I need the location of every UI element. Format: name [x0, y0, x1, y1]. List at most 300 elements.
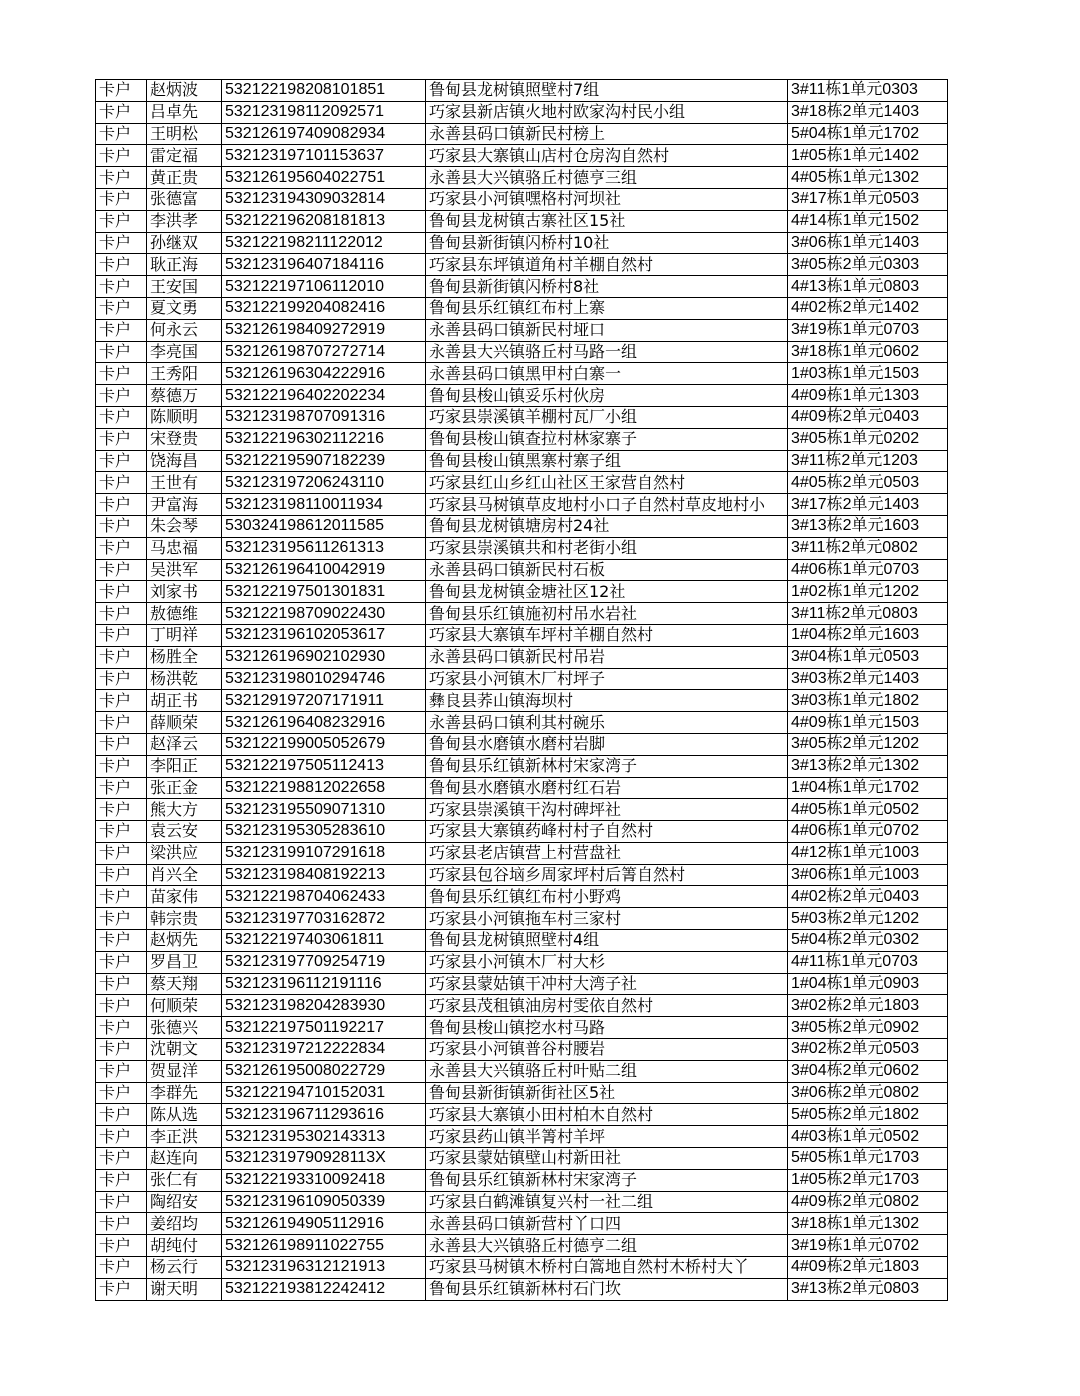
id-number-cell: 532122197106112010 [222, 276, 426, 298]
household-type-cell: 卡户 [96, 951, 147, 973]
household-type-cell: 卡户 [96, 472, 147, 494]
name-cell: 苗家伟 [147, 886, 222, 908]
name-cell: 薛顺荣 [147, 712, 222, 734]
household-type-cell: 卡户 [96, 995, 147, 1017]
household-type-cell: 卡户 [96, 842, 147, 864]
name-cell: 马忠福 [147, 537, 222, 559]
household-type-cell: 卡户 [96, 1039, 147, 1061]
household-type-cell: 卡户 [96, 973, 147, 995]
name-cell: 蔡德万 [147, 385, 222, 407]
id-number-cell: 532126196902102930 [222, 646, 426, 668]
id-number-cell: 532126196410042919 [222, 559, 426, 581]
table-row [96, 232, 948, 254]
id-number-cell: 532122199204082416 [222, 297, 426, 319]
unit-cell: 3#05栋1单元0202 [788, 428, 948, 450]
table-row [96, 1148, 948, 1170]
table-row [96, 1257, 948, 1279]
id-number-cell: 532123196407184116 [222, 254, 426, 276]
table-row [96, 842, 948, 864]
id-number-cell: 532122198211122012 [222, 232, 426, 254]
id-number-cell: 532123195302143313 [222, 1126, 426, 1148]
unit-cell: 3#18栋1单元0602 [788, 341, 948, 363]
household-type-cell: 卡户 [96, 712, 147, 734]
unit-cell: 5#04栋2单元0302 [788, 930, 948, 952]
address-cell: 鲁甸县龙树镇塘房村24社 [426, 515, 788, 537]
name-cell: 赵炳先 [147, 930, 222, 952]
id-number-cell: 532122199005052679 [222, 733, 426, 755]
unit-cell: 3#13栋2单元1603 [788, 515, 948, 537]
unit-cell: 1#04栋2单元1603 [788, 624, 948, 646]
address-cell: 巧家县小河镇木厂村大杉 [426, 951, 788, 973]
address-cell: 永善县大兴镇骆丘村叶贴二组 [426, 1060, 788, 1082]
id-number-cell: 532129197207171911 [222, 690, 426, 712]
unit-cell: 3#13栋2单元0803 [788, 1278, 948, 1300]
household-type-cell: 卡户 [96, 80, 147, 102]
table-row [96, 1169, 948, 1191]
household-type-cell: 卡户 [96, 1169, 147, 1191]
household-type-cell: 卡户 [96, 559, 147, 581]
table-row [96, 363, 948, 385]
household-type-cell: 卡户 [96, 428, 147, 450]
household-type-cell: 卡户 [96, 297, 147, 319]
household-type-cell: 卡户 [96, 210, 147, 232]
name-cell: 陶绍安 [147, 1191, 222, 1213]
unit-cell: 1#05栋1单元1402 [788, 145, 948, 167]
id-number-cell: 532123196102053617 [222, 624, 426, 646]
id-number-cell: 532126198707272714 [222, 341, 426, 363]
household-type-cell: 卡户 [96, 1126, 147, 1148]
name-cell: 杨洪乾 [147, 668, 222, 690]
unit-cell: 4#05栋1单元0502 [788, 799, 948, 821]
table-row [96, 559, 948, 581]
name-cell: 赵连向 [147, 1148, 222, 1170]
table-row [96, 603, 948, 625]
name-cell: 王世有 [147, 472, 222, 494]
household-type-cell: 卡户 [96, 733, 147, 755]
unit-cell: 5#03栋2单元1202 [788, 908, 948, 930]
name-cell: 朱会琴 [147, 515, 222, 537]
name-cell: 耿正海 [147, 254, 222, 276]
unit-cell: 3#11栋1单元0303 [788, 80, 948, 102]
household-type-cell: 卡户 [96, 1082, 147, 1104]
table-row [96, 472, 948, 494]
household-type-cell: 卡户 [96, 1235, 147, 1257]
household-type-cell: 卡户 [96, 1213, 147, 1235]
table-row [96, 1126, 948, 1148]
address-cell: 鲁甸县乐红镇新林村宋家湾子 [426, 1169, 788, 1191]
unit-cell: 4#09栋1单元1303 [788, 385, 948, 407]
id-number-cell: 532123198408192213 [222, 864, 426, 886]
table-row [96, 1278, 948, 1300]
id-number-cell: 532123198110011934 [222, 494, 426, 516]
unit-cell: 3#17栋2单元1403 [788, 494, 948, 516]
id-number-cell: 532123195509071310 [222, 799, 426, 821]
household-type-cell: 卡户 [96, 385, 147, 407]
name-cell: 李亮国 [147, 341, 222, 363]
household-type-cell: 卡户 [96, 777, 147, 799]
name-cell: 吕卓先 [147, 101, 222, 123]
address-cell: 鲁甸县梭山镇查拉村林家寨子 [426, 428, 788, 450]
id-number-cell: 532122197505112413 [222, 755, 426, 777]
table-row [96, 1017, 948, 1039]
name-cell: 张正金 [147, 777, 222, 799]
id-number-cell: 532123197709254719 [222, 951, 426, 973]
household-type-cell: 卡户 [96, 668, 147, 690]
unit-cell: 4#09栋2单元0403 [788, 406, 948, 428]
name-cell: 王明松 [147, 123, 222, 145]
name-cell: 王秀阳 [147, 363, 222, 385]
name-cell: 袁云安 [147, 821, 222, 843]
name-cell: 李阳正 [147, 755, 222, 777]
unit-cell: 3#02栋2单元1803 [788, 995, 948, 1017]
name-cell: 赵泽云 [147, 733, 222, 755]
address-cell: 巧家县包谷垴乡周家坪村后箐自然村 [426, 864, 788, 886]
address-cell: 巧家县大寨镇车坪村羊棚自然村 [426, 624, 788, 646]
unit-cell: 3#03栋1单元1802 [788, 690, 948, 712]
household-type-cell: 卡户 [96, 406, 147, 428]
table-row [96, 755, 948, 777]
household-type-cell: 卡户 [96, 1191, 147, 1213]
table-row [96, 80, 948, 102]
unit-cell: 5#04栋1单元1702 [788, 123, 948, 145]
name-cell: 胡纯付 [147, 1235, 222, 1257]
address-cell: 鲁甸县梭山镇黑寨村寨子组 [426, 450, 788, 472]
table-body [96, 80, 948, 1301]
unit-cell: 4#14栋1单元1502 [788, 210, 948, 232]
address-cell: 鲁甸县梭山镇妥乐村伙房 [426, 385, 788, 407]
household-type-cell: 卡户 [96, 341, 147, 363]
id-number-cell: 53212319790928113X [222, 1148, 426, 1170]
id-number-cell: 532122195907182239 [222, 450, 426, 472]
table-row [96, 450, 948, 472]
table-row [96, 145, 948, 167]
unit-cell: 3#02栋2单元0503 [788, 1039, 948, 1061]
unit-cell: 5#05栋1单元1703 [788, 1148, 948, 1170]
address-cell: 巧家县小河镇木厂村坪子 [426, 668, 788, 690]
id-number-cell: 532122198704062433 [222, 886, 426, 908]
id-number-cell: 532122193310092418 [222, 1169, 426, 1191]
household-type-cell: 卡户 [96, 1017, 147, 1039]
table-row [96, 537, 948, 559]
name-cell: 张德兴 [147, 1017, 222, 1039]
household-type-cell: 卡户 [96, 515, 147, 537]
table-row [96, 188, 948, 210]
id-number-cell: 532126197409082934 [222, 123, 426, 145]
name-cell: 刘家书 [147, 581, 222, 603]
id-number-cell: 532122197403061811 [222, 930, 426, 952]
address-cell: 永善县大兴镇骆丘村马路一组 [426, 341, 788, 363]
address-cell: 永善县大兴镇骆丘村德亨二组 [426, 1235, 788, 1257]
unit-cell: 3#05栋2单元1202 [788, 733, 948, 755]
household-type-cell: 卡户 [96, 123, 147, 145]
name-cell: 黄正贵 [147, 167, 222, 189]
address-cell: 巧家县老店镇营上村营盘社 [426, 842, 788, 864]
id-number-cell: 532126196408232916 [222, 712, 426, 734]
id-number-cell: 532123197212222834 [222, 1039, 426, 1061]
household-type-cell: 卡户 [96, 581, 147, 603]
unit-cell: 3#03栋2单元1403 [788, 668, 948, 690]
table-row [96, 973, 948, 995]
unit-cell: 4#06栋1单元0702 [788, 821, 948, 843]
table-row [96, 1191, 948, 1213]
name-cell: 贺显洋 [147, 1060, 222, 1082]
name-cell: 杨胜全 [147, 646, 222, 668]
address-cell: 鲁甸县水磨镇水磨村红石岩 [426, 777, 788, 799]
id-number-cell: 532123198010294746 [222, 668, 426, 690]
household-table [95, 79, 948, 1301]
unit-cell: 4#11栋1单元0703 [788, 951, 948, 973]
address-cell: 鲁甸县乐红镇红布村小野鸡 [426, 886, 788, 908]
household-type-cell: 卡户 [96, 145, 147, 167]
table-row [96, 254, 948, 276]
unit-cell: 3#06栋2单元0802 [788, 1082, 948, 1104]
address-cell: 彝良县荞山镇海坝村 [426, 690, 788, 712]
name-cell: 肖兴全 [147, 864, 222, 886]
unit-cell: 3#06栋1单元1003 [788, 864, 948, 886]
table-row [96, 385, 948, 407]
unit-cell: 3#18栋1单元1302 [788, 1213, 948, 1235]
id-number-cell: 532126196304222916 [222, 363, 426, 385]
address-cell: 巧家县茂租镇油房村雯依自然村 [426, 995, 788, 1017]
name-cell: 张德富 [147, 188, 222, 210]
unit-cell: 3#11栋2单元0803 [788, 603, 948, 625]
name-cell: 李洪孝 [147, 210, 222, 232]
address-cell: 鲁甸县龙树镇金塘社区12社 [426, 581, 788, 603]
table-row [96, 341, 948, 363]
address-cell: 巧家县小河镇嘿格村河坝社 [426, 188, 788, 210]
address-cell: 鲁甸县水磨镇水磨村岩脚 [426, 733, 788, 755]
address-cell: 鲁甸县乐红镇红布村上寨 [426, 297, 788, 319]
id-number-cell: 532126198911022755 [222, 1235, 426, 1257]
unit-cell: 4#06栋1单元0703 [788, 559, 948, 581]
name-cell: 罗昌卫 [147, 951, 222, 973]
name-cell: 王安国 [147, 276, 222, 298]
name-cell: 梁洪应 [147, 842, 222, 864]
unit-cell: 5#05栋2单元1802 [788, 1104, 948, 1126]
table-row [96, 624, 948, 646]
address-cell: 巧家县白鹤滩镇复兴村一社二组 [426, 1191, 788, 1213]
id-number-cell: 532122193812242412 [222, 1278, 426, 1300]
address-cell: 巧家县大寨镇药峰村村子自然村 [426, 821, 788, 843]
table-row [96, 101, 948, 123]
household-type-cell: 卡户 [96, 646, 147, 668]
unit-cell: 1#03栋1单元1503 [788, 363, 948, 385]
unit-cell: 4#13栋1单元0803 [788, 276, 948, 298]
name-cell: 陈从选 [147, 1104, 222, 1126]
household-type-cell: 卡户 [96, 690, 147, 712]
table-row [96, 908, 948, 930]
unit-cell: 3#05栋2单元0303 [788, 254, 948, 276]
household-type-cell: 卡户 [96, 930, 147, 952]
name-cell: 吴洪军 [147, 559, 222, 581]
address-cell: 巧家县新店镇火地村欧家沟村民小组 [426, 101, 788, 123]
address-cell: 鲁甸县新街镇新街社区5社 [426, 1082, 788, 1104]
unit-cell: 3#05栋2单元0902 [788, 1017, 948, 1039]
household-type-cell: 卡户 [96, 624, 147, 646]
table-row [96, 581, 948, 603]
id-number-cell: 532123195305283610 [222, 821, 426, 843]
id-number-cell: 532122197501301831 [222, 581, 426, 603]
address-cell: 巧家县红山乡红山社区王家营自然村 [426, 472, 788, 494]
address-cell: 永善县码口镇新民村榜上 [426, 123, 788, 145]
table-row [96, 1082, 948, 1104]
household-type-cell: 卡户 [96, 232, 147, 254]
household-type-cell: 卡户 [96, 363, 147, 385]
address-cell: 巧家县东坪镇道角村羊棚自然村 [426, 254, 788, 276]
address-cell: 永善县码口镇新民村垭口 [426, 319, 788, 341]
table-row [96, 428, 948, 450]
table-row [96, 646, 948, 668]
table-row [96, 167, 948, 189]
unit-cell: 4#09栋2单元1803 [788, 1257, 948, 1279]
id-number-cell: 532123196109050339 [222, 1191, 426, 1213]
unit-cell: 4#03栋1单元0502 [788, 1126, 948, 1148]
name-cell: 李正洪 [147, 1126, 222, 1148]
id-number-cell: 532123196112191116 [222, 973, 426, 995]
name-cell: 宋登贵 [147, 428, 222, 450]
name-cell: 何顺荣 [147, 995, 222, 1017]
table-row [96, 712, 948, 734]
household-type-cell: 卡户 [96, 1148, 147, 1170]
id-number-cell: 530324198612011585 [222, 515, 426, 537]
name-cell: 饶海昌 [147, 450, 222, 472]
name-cell: 李群先 [147, 1082, 222, 1104]
name-cell: 何永云 [147, 319, 222, 341]
address-cell: 鲁甸县新街镇闪桥村8社 [426, 276, 788, 298]
name-cell: 姜绍均 [147, 1213, 222, 1235]
id-number-cell: 532123197703162872 [222, 908, 426, 930]
id-number-cell: 532126194905112916 [222, 1213, 426, 1235]
table-row [96, 515, 948, 537]
address-cell: 巧家县蒙姑镇干冲村大湾子社 [426, 973, 788, 995]
unit-cell: 4#05栋2单元0503 [788, 472, 948, 494]
address-cell: 永善县大兴镇骆丘村德亨三组 [426, 167, 788, 189]
address-cell: 鲁甸县龙树镇古寨社区15社 [426, 210, 788, 232]
household-type-cell: 卡户 [96, 1278, 147, 1300]
address-cell: 巧家县崇溪镇共和村老街小组 [426, 537, 788, 559]
id-number-cell: 532123196711293616 [222, 1104, 426, 1126]
address-cell: 永善县码口镇新民村石板 [426, 559, 788, 581]
name-cell: 丁明祥 [147, 624, 222, 646]
name-cell: 蔡天翔 [147, 973, 222, 995]
table-row [96, 1039, 948, 1061]
name-cell: 沈朝文 [147, 1039, 222, 1061]
table-row [96, 1235, 948, 1257]
id-number-cell: 532123197101153637 [222, 145, 426, 167]
address-cell: 鲁甸县龙树镇照壁村7组 [426, 80, 788, 102]
table-row [96, 123, 948, 145]
name-cell: 韩宗贵 [147, 908, 222, 930]
household-type-cell: 卡户 [96, 1104, 147, 1126]
name-cell: 谢天明 [147, 1278, 222, 1300]
id-number-cell: 532123198707091316 [222, 406, 426, 428]
unit-cell: 1#02栋1单元1202 [788, 581, 948, 603]
household-type-cell: 卡户 [96, 603, 147, 625]
id-number-cell: 532122196208181813 [222, 210, 426, 232]
unit-cell: 3#11栋2单元1203 [788, 450, 948, 472]
unit-cell: 4#09栋1单元1503 [788, 712, 948, 734]
table-row [96, 951, 948, 973]
household-type-cell: 卡户 [96, 450, 147, 472]
id-number-cell: 532123194309032814 [222, 188, 426, 210]
household-type-cell: 卡户 [96, 799, 147, 821]
id-number-cell: 532122196402202234 [222, 385, 426, 407]
household-type-cell: 卡户 [96, 1060, 147, 1082]
table-row [96, 494, 948, 516]
name-cell: 夏文勇 [147, 297, 222, 319]
unit-cell: 4#12栋1单元1003 [788, 842, 948, 864]
name-cell: 赵炳波 [147, 80, 222, 102]
name-cell: 胡正书 [147, 690, 222, 712]
address-cell: 巧家县崇溪镇干沟村碑坪社 [426, 799, 788, 821]
table-row [96, 668, 948, 690]
name-cell: 熊大方 [147, 799, 222, 821]
table-row [96, 1060, 948, 1082]
unit-cell: 3#04栋1单元0503 [788, 646, 948, 668]
table-row [96, 864, 948, 886]
name-cell: 张仁有 [147, 1169, 222, 1191]
id-number-cell: 532122194710152031 [222, 1082, 426, 1104]
id-number-cell: 532122196302112216 [222, 428, 426, 450]
address-cell: 鲁甸县乐红镇施初村吊水岩社 [426, 603, 788, 625]
unit-cell: 4#02栋2单元1402 [788, 297, 948, 319]
unit-cell: 3#17栋1单元0503 [788, 188, 948, 210]
table-row [96, 276, 948, 298]
table-row [96, 930, 948, 952]
address-cell: 巧家县马树镇草皮地村小口子自然村草皮地村小 [426, 494, 788, 516]
id-number-cell: 532122198709022430 [222, 603, 426, 625]
id-number-cell: 532122198812022658 [222, 777, 426, 799]
household-type-cell: 卡户 [96, 101, 147, 123]
name-cell: 敖德维 [147, 603, 222, 625]
id-number-cell: 532123199107291618 [222, 842, 426, 864]
address-cell: 鲁甸县龙树镇照壁村4组 [426, 930, 788, 952]
id-number-cell: 532122198208101851 [222, 80, 426, 102]
address-cell: 鲁甸县梭山镇挖水村马路 [426, 1017, 788, 1039]
address-cell: 永善县码口镇利其村碗乐 [426, 712, 788, 734]
table-row [96, 406, 948, 428]
household-type-cell: 卡户 [96, 886, 147, 908]
household-type-cell: 卡户 [96, 864, 147, 886]
name-cell: 尹富海 [147, 494, 222, 516]
household-type-cell: 卡户 [96, 276, 147, 298]
address-cell: 巧家县大寨镇山店村仓房沟自然村 [426, 145, 788, 167]
name-cell: 陈顺明 [147, 406, 222, 428]
household-type-cell: 卡户 [96, 494, 147, 516]
table-row [96, 733, 948, 755]
name-cell: 雷定福 [147, 145, 222, 167]
household-type-cell: 卡户 [96, 319, 147, 341]
household-type-cell: 卡户 [96, 188, 147, 210]
id-number-cell: 532123198112092571 [222, 101, 426, 123]
address-cell: 永善县码口镇新营村丫口四 [426, 1213, 788, 1235]
household-type-cell: 卡户 [96, 254, 147, 276]
address-cell: 巧家县小河镇普谷村腰岩 [426, 1039, 788, 1061]
id-number-cell: 532123197206243110 [222, 472, 426, 494]
id-number-cell: 532126195604022751 [222, 167, 426, 189]
household-type-cell: 卡户 [96, 908, 147, 930]
address-cell: 鲁甸县乐红镇新林村石门坎 [426, 1278, 788, 1300]
address-cell: 巧家县马树镇木桥村白篙地自然村木桥村大丫 [426, 1257, 788, 1279]
household-type-cell: 卡户 [96, 167, 147, 189]
unit-cell: 3#19栋1单元0702 [788, 1235, 948, 1257]
unit-cell: 4#05栋1单元1302 [788, 167, 948, 189]
address-cell: 永善县码口镇新民村吊岩 [426, 646, 788, 668]
address-cell: 巧家县药山镇半箐村羊坪 [426, 1126, 788, 1148]
id-number-cell: 532126195008022729 [222, 1060, 426, 1082]
unit-cell: 3#11栋2单元0802 [788, 537, 948, 559]
address-cell: 巧家县蒙姑镇壁山村新田社 [426, 1148, 788, 1170]
